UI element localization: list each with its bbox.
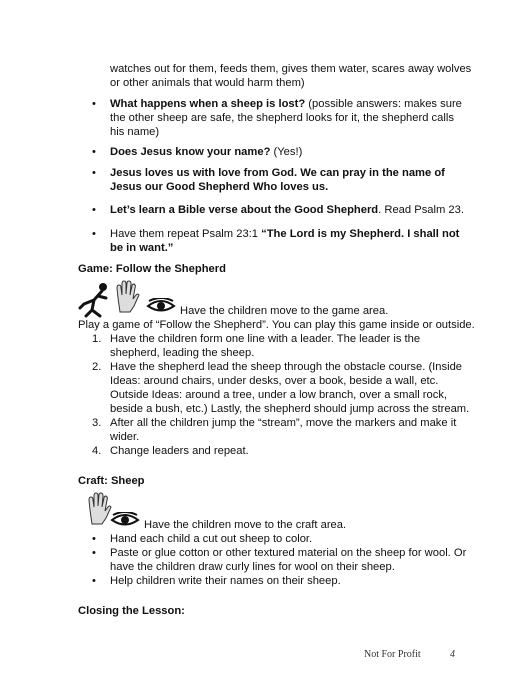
bullet-dot: • (92, 228, 96, 240)
step-number: 3. (92, 417, 102, 429)
bullet-item (110, 203, 470, 217)
page-number: 4 (450, 649, 455, 660)
bullet-bold: What happens when a sheep is lost? (110, 98, 306, 110)
step-number: 4. (92, 445, 102, 457)
game-intro: Play a game of “Follow the Shepherd”. You can play this game inside or outside. (78, 319, 475, 331)
bullet-dot: • (92, 146, 96, 158)
closing-heading: Closing the Lesson: (78, 605, 185, 617)
bullet-dot: • (92, 533, 96, 545)
step-number: 2. (92, 361, 102, 373)
step-number: 1. (92, 333, 102, 345)
bullet-dot: • (92, 547, 96, 559)
step-text: After all the children jump the “stream”, move the markers and make it wider. (110, 417, 457, 443)
continuation-text: watches out for them, feeds them, gives them water, scares away wolves or other animals that would harm them) (110, 63, 472, 89)
hand-icon (86, 492, 112, 526)
footer-text: Not For Profit (364, 649, 421, 660)
bullet-dot: • (92, 167, 96, 179)
bullet-rest: (Yes!) (270, 146, 303, 158)
bullet-bold: Jesus loves us with love from God. We can pray in the name of Jesus our Good Shepherd Who loves us. (110, 167, 445, 193)
step-text: Change leaders and repeat. (110, 445, 249, 457)
bullet-bold: Does Jesus know your name? (110, 146, 271, 158)
game-move-instruction: Have the children move to the game area. (180, 305, 389, 317)
bullet-dot: • (92, 98, 96, 110)
bullet-bold: “The Lord is my Shepherd. I shall not be in want.” (110, 228, 460, 254)
craft-heading: Craft: Sheep (78, 475, 145, 487)
craft-bullet: Help children write their names on their sheep. (110, 575, 341, 587)
bullet-rest: (possible answers: makes sure the other sheep are safe, the shepherd looks for it, the shepherd calls his name) (110, 98, 462, 138)
bullet-item (110, 145, 470, 159)
game-heading: Game: Follow the Shepherd (78, 263, 226, 275)
bullet-bold: Let’s learn a Bible verse about the Good Shepherd (110, 204, 379, 216)
step-text: Have the children form one line with a leader. The leader is the shepherd, leading the sheep. (110, 333, 421, 359)
bullet-item (110, 227, 470, 255)
bullet-rest: . Read Psalm 23. (378, 204, 464, 216)
craft-move-instruction: Have the children move to the craft area. (144, 519, 347, 531)
bullet-item (110, 97, 470, 139)
hand-icon (114, 280, 140, 314)
eye-icon (110, 512, 140, 528)
stretching-figure-icon (78, 282, 108, 318)
bullet-pre: Have them repeat Psalm 23:1 (110, 228, 262, 240)
bullet-dot: • (92, 204, 96, 216)
step-text: Have the shepherd lead the sheep through the obstacle course. (Inside Ideas: around chairs, under desks, over a book, beside a wall, etc. Outside Ideas: around a tree, under a low branch, over a small rock, beside a bush, etc.) Lastly, the shepherd should jump across the stream. (110, 361, 470, 415)
eye-icon (146, 298, 176, 314)
bullet-dot: • (92, 575, 96, 587)
craft-bullet: Paste or glue cotton or other textured material on the sheep for wool. Or have the children draw curly lines for wool on their sheep. (110, 547, 467, 573)
craft-bullet: Hand each child a cut out sheep to color. (110, 533, 313, 545)
bullet-item (110, 166, 470, 194)
